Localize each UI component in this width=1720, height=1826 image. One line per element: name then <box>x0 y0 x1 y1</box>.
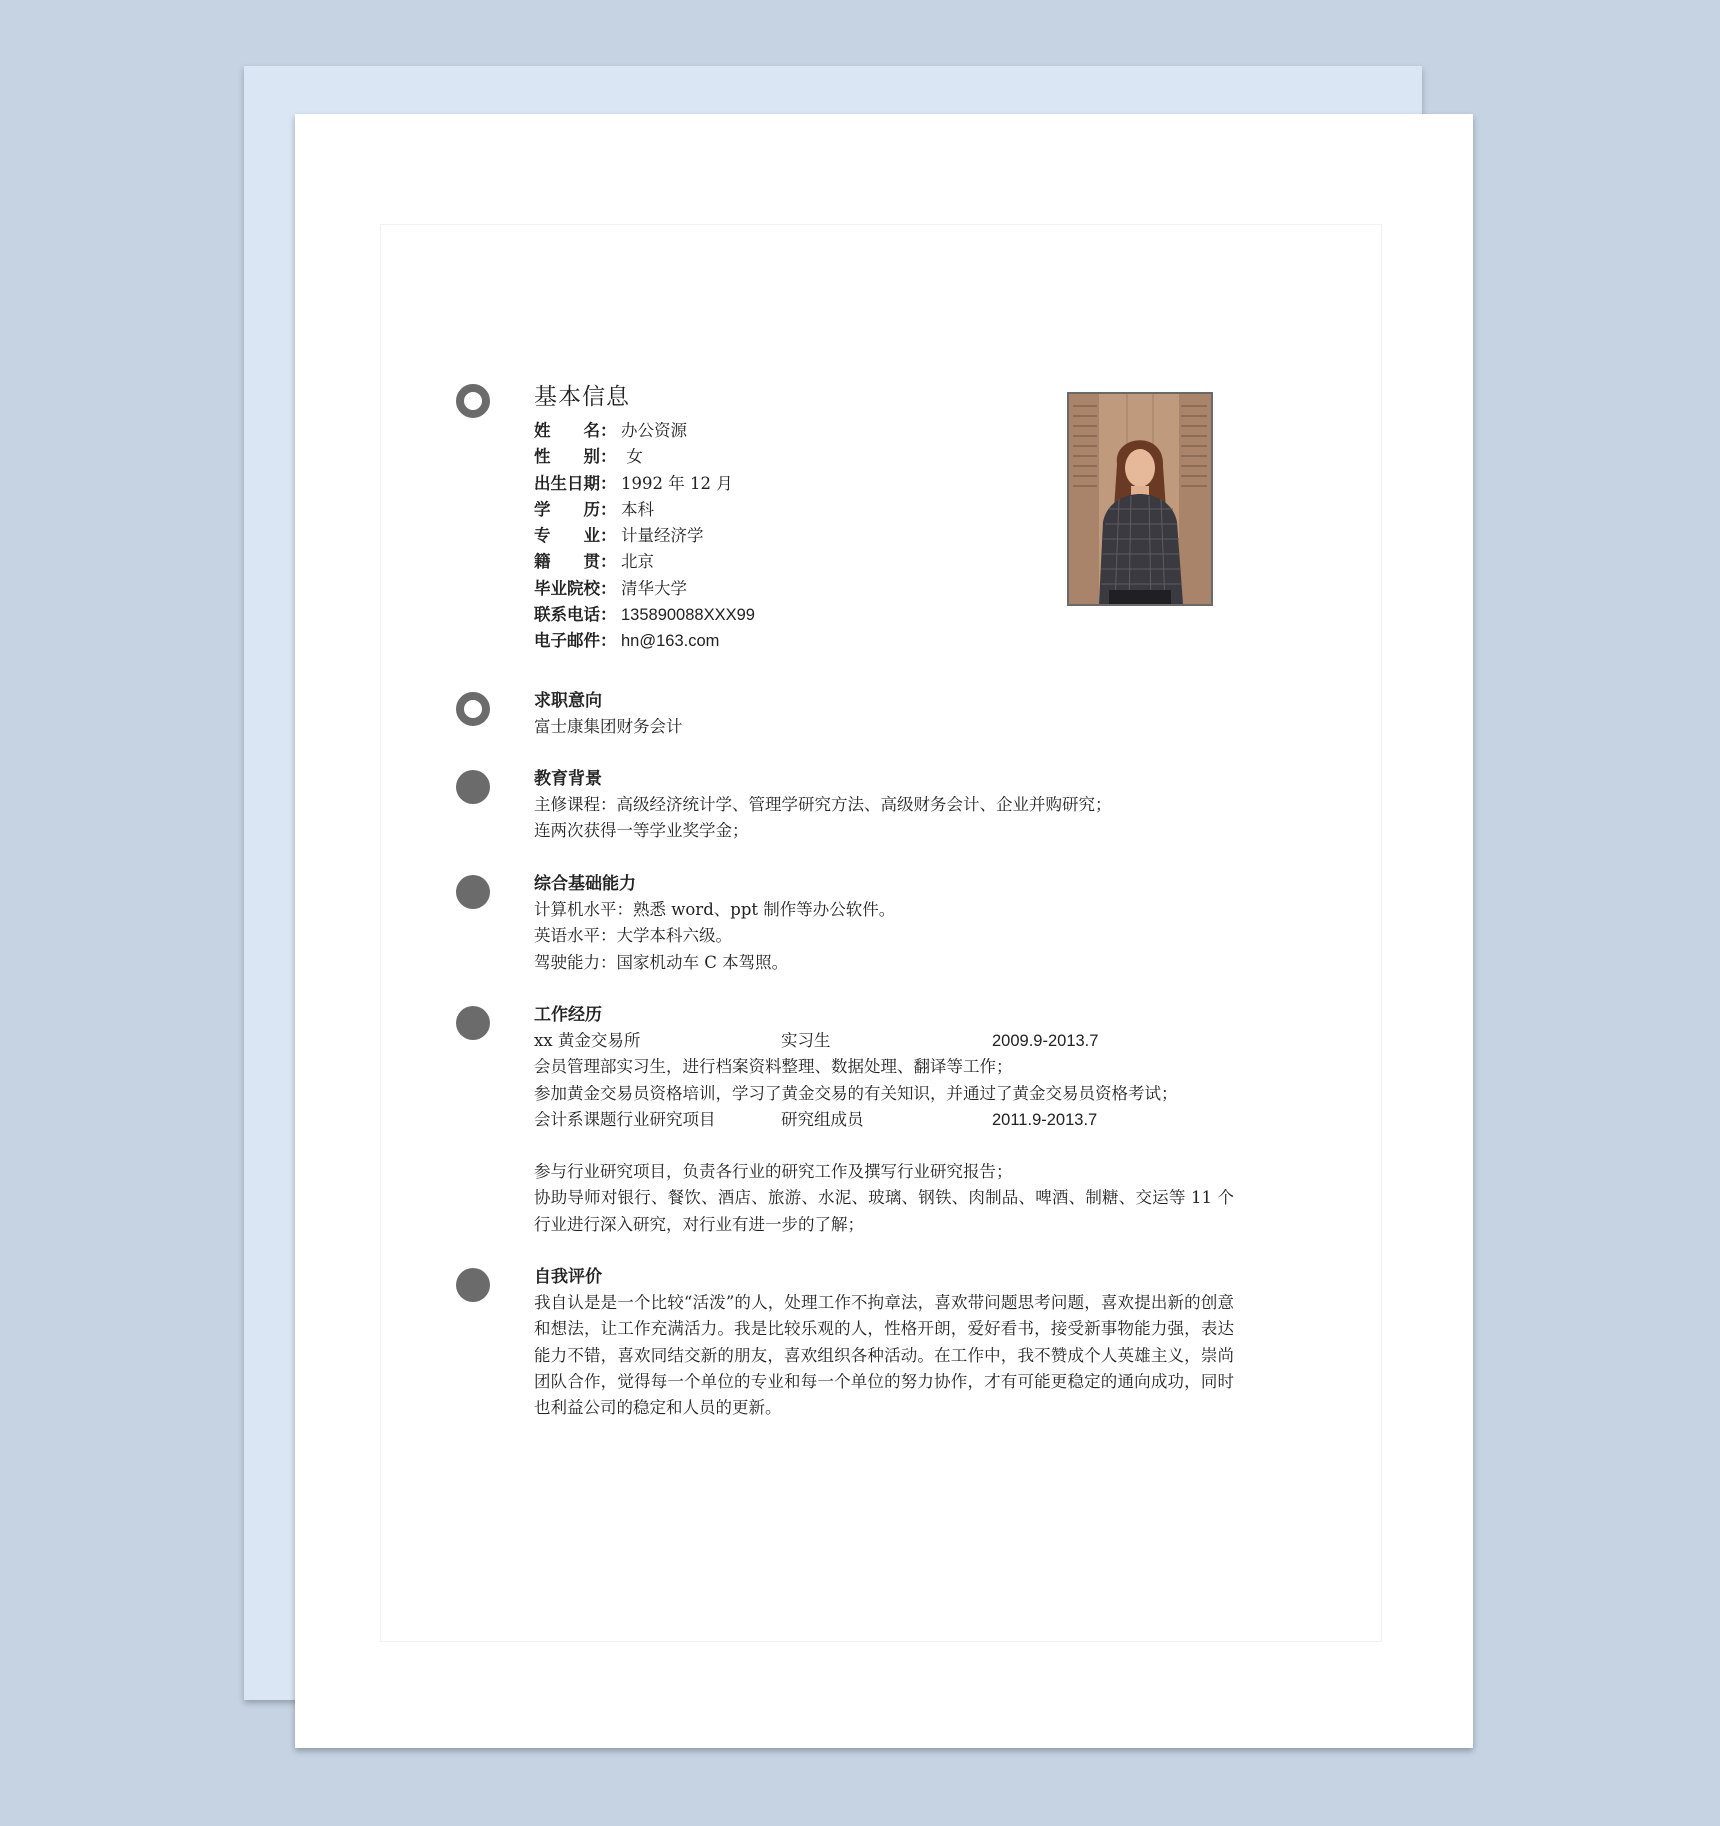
section-title: 求职意向 <box>534 691 602 711</box>
ring-bullet-icon <box>456 692 490 726</box>
job-header-row <box>534 1028 1254 1054</box>
section-title: 自我评价 <box>534 1267 602 1287</box>
job-period: 2009.9-2013.7 <box>992 1032 1099 1050</box>
portrait-image <box>1069 394 1211 604</box>
section-title: 基本信息 <box>534 384 630 410</box>
info-row-phone <box>534 602 1254 628</box>
self-eval-text: 我自认是是一个比较“活泼”的人，处理工作不拘章法，喜欢带问题思考问题，喜欢提出新的创意和想法，让工作充满活力。我是比较乐观的人，性格开朗，爱好看书，接受新事物能力强，表达能力不错，喜欢同结交新的朋友，喜欢组织各种活动。在工作中，我不赞成个人英雄主义，崇尚团队合作，觉得每一个单位的专业和每一个单位的努力协作，才有可能更稳定的通向成功，同时也利益公司的稳定和人员的更新。 <box>534 1293 1234 1418</box>
dot-bullet-icon <box>456 1268 490 1302</box>
resume-page <box>295 114 1473 1748</box>
job-period: 2011.9-2013.7 <box>992 1110 1098 1129</box>
job-detail-line: 参与行业研究项目，负责各行业的研究工作及撰写行业研究报告； <box>534 1162 1013 1182</box>
skill-line: 计算机水平：熟悉 word、ppt 制作等办公软件。 <box>534 900 896 919</box>
info-value: hn@163.com <box>621 632 720 651</box>
info-label: 出生日期： <box>534 473 617 493</box>
job-company: 会计系课题行业研究项目 <box>534 1109 716 1129</box>
profile-photo <box>1067 392 1213 606</box>
skill-line: 驾驶能力：国家机动车 C 本驾照。 <box>534 952 789 972</box>
skill-line: 英语水平：大学本科六级。 <box>534 926 732 946</box>
job-detail-line: 会员管理部实习生，进行档案资料整理、数据处理、翻译等工作； <box>534 1057 1013 1077</box>
education-line: 连两次获得一等学业奖学金； <box>534 821 749 841</box>
blank-spacer <box>534 1133 1254 1159</box>
education-line: 主修课程：高级经济统计学、管理学研究方法、高级财务会计、企业并购研究； <box>534 795 1112 814</box>
info-value: 北京 <box>621 552 654 572</box>
section-title: 工作经历 <box>534 1005 602 1025</box>
section-title: 教育背景 <box>534 769 602 789</box>
info-label: 电子邮件： <box>534 631 617 651</box>
job-detail-paragraph: 协助导师对银行、餐饮、酒店、旅游、水泥、玻璃、钢铁、肉制品、啤酒、制糖、交运等 11 个行业进行深入研究，对行业有进一步的了解； <box>534 1188 1234 1234</box>
info-label: 籍 贯： <box>534 552 617 572</box>
job-detail-line: 参加黄金交易员资格培训，学习了黄金交易的有关知识，并通过了黄金交易员资格考试； <box>534 1083 1178 1103</box>
section-title: 综合基础能力 <box>534 874 636 894</box>
dot-bullet-icon <box>456 875 490 909</box>
info-label: 姓 名： <box>534 421 617 440</box>
info-value: 女 <box>621 447 643 467</box>
job-role: 实习生 <box>781 1031 831 1050</box>
dot-bullet-icon <box>456 1006 490 1040</box>
job-role: 研究组成员 <box>781 1109 864 1129</box>
info-value: 135890088XXX99 <box>621 606 755 625</box>
info-value: 办公资源 <box>621 421 687 440</box>
info-label: 性 别： <box>534 447 617 467</box>
job-header-row <box>534 1107 1254 1133</box>
ring-bullet-icon <box>456 384 490 418</box>
info-value: 清华大学 <box>621 578 687 598</box>
info-label: 毕业院校： <box>534 578 617 598</box>
job-intent-value: 富士康集团财务会计 <box>534 717 683 736</box>
info-row-email <box>534 628 1254 654</box>
info-value: 本科 <box>621 499 654 519</box>
info-label: 专 业： <box>534 526 617 546</box>
info-value: 计量经济学 <box>621 526 704 546</box>
info-label: 学 历： <box>534 499 617 519</box>
job-company: xx 黄金交易所 <box>534 1031 641 1050</box>
info-label: 联系电话： <box>534 605 617 625</box>
dot-bullet-icon <box>456 770 490 804</box>
info-value: 1992 年 12 月 <box>621 473 733 493</box>
